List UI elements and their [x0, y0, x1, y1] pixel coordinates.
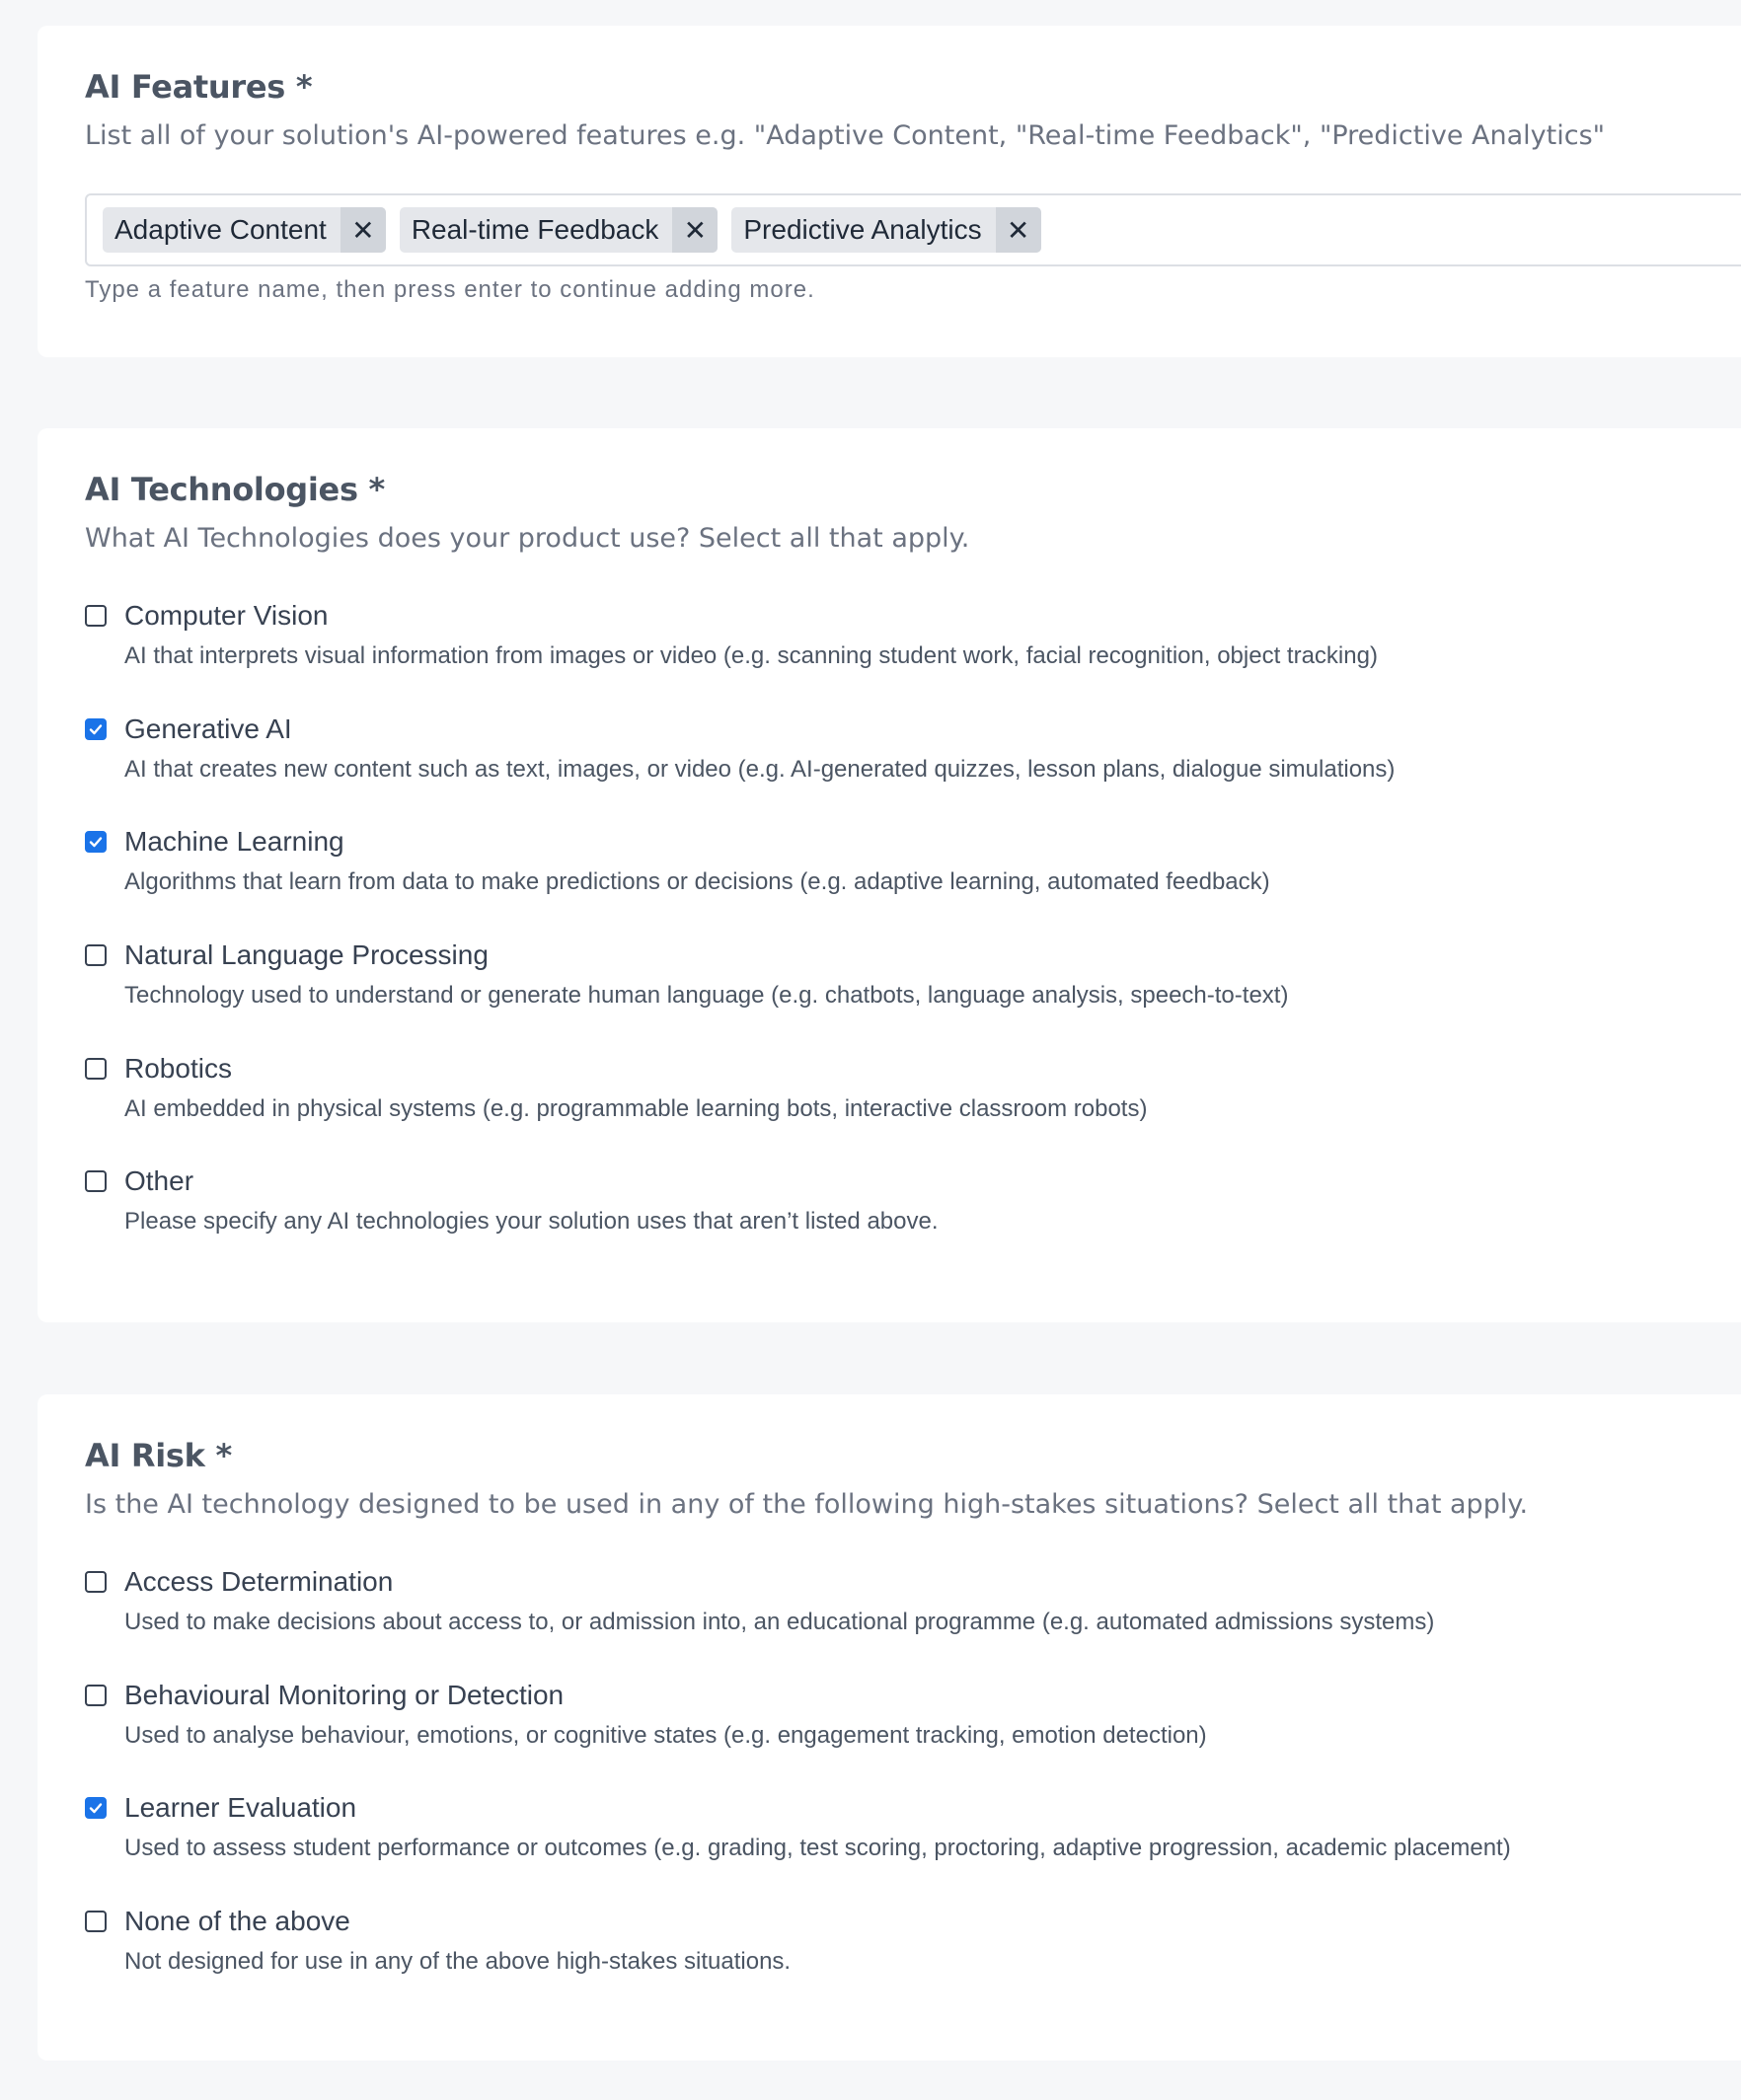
option-description: AI embedded in physical systems (e.g. programmable learning bots, interactive classroom robots)	[124, 1095, 1148, 1122]
ai-features-title: AI Features *	[85, 68, 313, 106]
checkbox[interactable]	[85, 1797, 107, 1819]
option-label[interactable]: Robotics	[124, 1053, 232, 1084]
remove-tag-close-icon[interactable]: ✕	[672, 207, 718, 253]
option-label[interactable]: Access Determination	[124, 1566, 394, 1597]
option-description: Please specify any AI technologies your solution uses that aren’t listed above.	[124, 1208, 939, 1235]
checkbox[interactable]	[85, 718, 107, 740]
ai-features-subtitle: List all of your solution's AI-powered features e.g. "Adaptive Content, "Real-time Feedback", "Predictive Analytics"	[85, 120, 1606, 151]
ai-risk-subtitle: Is the AI technology designed to be used in any of the following high-stakes situations? Select all that apply.	[85, 1489, 1529, 1520]
option-label[interactable]: Other	[124, 1165, 194, 1196]
option-label[interactable]: Generative AI	[124, 713, 292, 744]
checkbox[interactable]	[85, 1058, 107, 1080]
option-label[interactable]: Computer Vision	[124, 600, 329, 631]
ai-technologies-subtitle: What AI Technologies does your product use? Select all that apply.	[85, 523, 970, 554]
checkbox[interactable]	[85, 831, 107, 853]
checkbox[interactable]	[85, 1911, 107, 1932]
option-description: Not designed for use in any of the above high-stakes situations.	[124, 1948, 792, 1975]
checkbox[interactable]	[85, 944, 107, 966]
feature-tag	[400, 207, 719, 253]
check-icon	[88, 721, 104, 737]
feature-helper-text: Type a feature name, then press enter to continue adding more.	[85, 276, 815, 303]
feature-tag-label: Real-time Feedback	[411, 214, 659, 245]
option-label[interactable]: None of the above	[124, 1906, 350, 1936]
ai-features-card	[38, 26, 1741, 357]
checkbox[interactable]	[85, 1170, 107, 1192]
feature-tag-input[interactable]	[85, 193, 1741, 266]
ai-technologies-title: AI Technologies *	[85, 471, 385, 508]
check-icon	[88, 1800, 104, 1816]
remove-tag-close-icon[interactable]: ✕	[996, 207, 1041, 253]
feature-tag	[731, 207, 1040, 253]
option-label[interactable]: Behavioural Monitoring or Detection	[124, 1680, 565, 1710]
option-description: Used to assess student performance or outcomes (e.g. grading, test scoring, proctoring, adaptive progression, academic placement)	[124, 1835, 1511, 1861]
ai-risk-card	[38, 1394, 1741, 2061]
ai-risk-title: AI Risk *	[85, 1437, 232, 1474]
option-description: AI that interprets visual information from images or video (e.g. scanning student work, facial recognition, object tracking)	[124, 642, 1378, 669]
checkbox[interactable]	[85, 1685, 107, 1706]
option-label[interactable]: Machine Learning	[124, 826, 344, 857]
ai-technologies-card	[38, 428, 1741, 1322]
feature-tag	[103, 207, 386, 253]
option-label[interactable]: Learner Evaluation	[124, 1792, 357, 1823]
feature-tag-label: Predictive Analytics	[743, 214, 982, 245]
feature-tag-label: Adaptive Content	[114, 214, 327, 245]
option-description: AI that creates new content such as text, images, or video (e.g. AI-generated quizzes, lesson plans, dialogue simulations)	[124, 756, 1396, 783]
checkbox[interactable]	[85, 1571, 107, 1593]
option-description: Used to analyse behaviour, emotions, or cognitive states (e.g. engagement tracking, emotion detection)	[124, 1722, 1207, 1749]
option-label[interactable]: Natural Language Processing	[124, 939, 489, 970]
check-icon	[88, 834, 104, 850]
option-description: Technology used to understand or generate human language (e.g. chatbots, language analysis, speech-to-text)	[124, 982, 1289, 1009]
remove-tag-close-icon[interactable]: ✕	[341, 207, 386, 253]
option-description: Used to make decisions about access to, or admission into, an educational programme (e.g. automated admissions systems)	[124, 1609, 1435, 1635]
option-description: Algorithms that learn from data to make predictions or decisions (e.g. adaptive learning, automated feedback)	[124, 868, 1270, 895]
checkbox[interactable]	[85, 605, 107, 627]
